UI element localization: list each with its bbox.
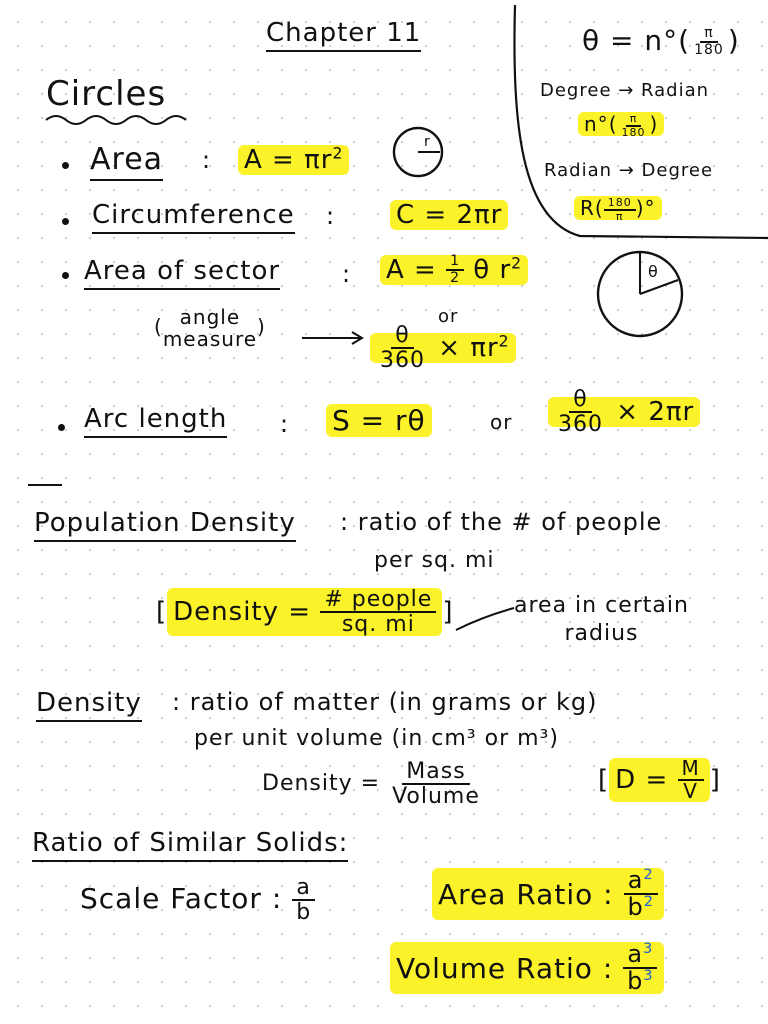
arc-length-label: Arc length [84, 404, 227, 438]
scale-factor: Scale Factor : $\frac{a}{b}$ [80, 876, 315, 924]
area-formula: $A = \pi r^2$ [238, 144, 349, 175]
population-density-heading: Population Density [34, 508, 296, 542]
volume-ratio: Volume Ratio : $\frac{a^3}{b^3}$ [390, 942, 664, 994]
arc-alt-formula: $\frac{\theta}{360}$ × 2πr [548, 388, 700, 436]
sector-alt-formula: $\frac{\theta}{360}$ × $\pi r^2$ [370, 324, 516, 372]
area-label: Area [90, 142, 163, 181]
density-definition-line1: : ratio of matter (in grams or kg) [172, 688, 598, 716]
or-label: or [438, 306, 459, 327]
sector-label: Area of sector [84, 256, 280, 290]
bullet [62, 272, 69, 279]
arrow-icon [300, 330, 370, 346]
circumference-label: Circumference [92, 200, 295, 234]
colon: : [202, 146, 212, 174]
circumference-formula: C = 2πr [390, 200, 508, 230]
bullet [62, 162, 69, 169]
bullet [62, 218, 69, 225]
divider [28, 484, 62, 486]
density-short-formula: [ D = $\frac{M}{V}$ ] [598, 756, 721, 803]
colon: : [342, 260, 352, 288]
or-label: or [490, 410, 513, 434]
pointer-line [452, 604, 522, 634]
angle-measure-note: ( angle measure) [154, 305, 266, 351]
colon: : [326, 202, 336, 230]
radius-label: r [424, 134, 431, 150]
deg-to-rad-label: Degree → Radian [540, 80, 710, 101]
deg-to-rad-formula: n°( $\frac{\pi}{180}$ ) [578, 112, 664, 138]
population-note: area in certain radius [514, 593, 689, 646]
density-definition-line2: per unit volume (in cm³ or m³) [194, 726, 559, 751]
population-density-formula: [ Density = $\frac{\text{\# people}}{sq. mi}$ ] [156, 587, 454, 638]
arc-formula: S = rθ [326, 404, 432, 437]
density-heading: Density [36, 688, 142, 722]
population-definition-line1: : ratio of the # of people [340, 508, 663, 536]
circle-radius-diagram [392, 126, 452, 186]
population-definition-line2: per sq. mi [374, 548, 495, 573]
sector-circle-diagram [596, 250, 696, 350]
sector-theta-label: θ [648, 262, 659, 281]
area-ratio: Area Ratio : $\frac{a^2}{b^2}$ [432, 868, 664, 920]
rad-to-deg-label: Radian → Degree [544, 160, 714, 181]
chapter-title: Chapter 11 [266, 18, 421, 52]
circles-heading: Circles [46, 74, 167, 114]
density-formula: Density = $\frac{\text{Mass}}{\text{Volume}}$ [262, 759, 480, 810]
conversion-formula: θ = n°( $\frac{\pi}{180}$ ) [582, 24, 740, 58]
rad-to-deg-formula: R( $\frac{180}{\pi}$ )° [574, 196, 662, 222]
circles-heading-squiggle [44, 112, 244, 132]
bullet [58, 424, 65, 431]
colon: : [280, 410, 290, 438]
sector-formula: A = $\frac{1}{2}$ θ $r^2$ [380, 254, 528, 286]
similar-solids-heading: Ratio of Similar Solids: [32, 828, 348, 862]
